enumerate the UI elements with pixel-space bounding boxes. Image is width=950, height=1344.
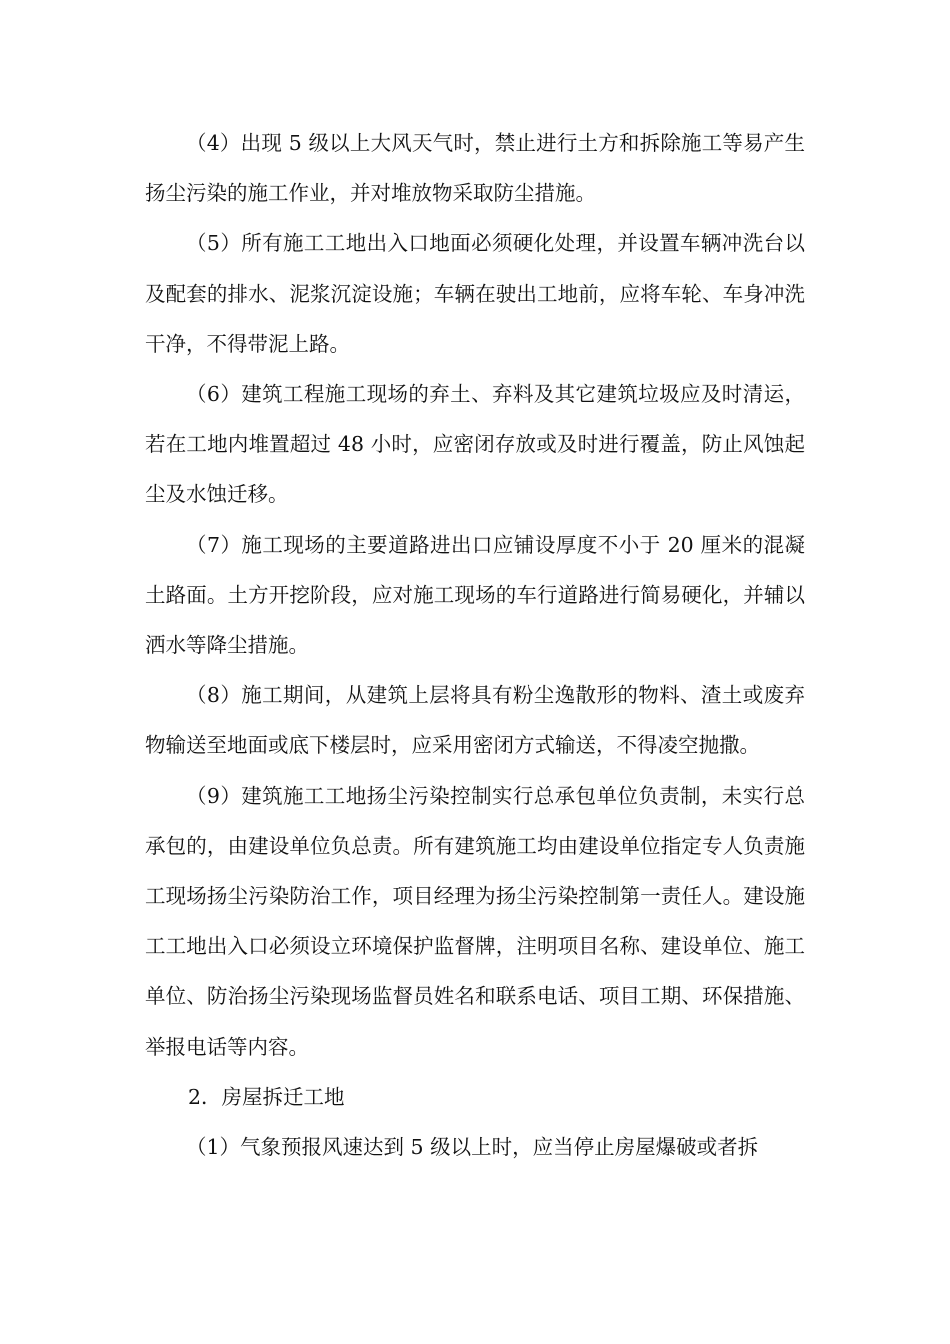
section-heading-demolition-site: 2．房屋拆迁工地: [188, 1084, 345, 1109]
paragraph-item-8: （8）施工期间，从建筑上层将具有粉尘逸散形的物料、渣土或废弃物输送至地面或底下楼层时，应采用密闭方式输送，不得凌空抛撒。: [145, 683, 805, 758]
paragraph-item-4: （4）出现 5 级以上大风天气时，禁止进行土方和拆除施工等易产生扬尘污染的施工作业，并对堆放物采取防尘措施。: [145, 131, 805, 206]
paragraph-item-5: （5）所有施工工地出入口地面必须硬化处理，并设置车辆冲洗台以及配套的排水、泥浆沉淀设施；车辆在驶出工地前，应将车轮、车身冲洗干净，不得带泥上路。: [145, 231, 805, 356]
paragraph-item-7: （7）施工现场的主要道路进出口应铺设厚度不小于 20 厘米的混凝土路面。土方开挖阶段，应对施工现场的车行道路进行简易硬化，并辅以洒水等降尘措施。: [145, 532, 805, 658]
paragraph-item-6: （6）建筑工程施工现场的弃土、弃料及其它建筑垃圾应及时清运，若在工地内堆置超过 48 小时，应密闭存放或及时进行覆盖，防止风蚀起尘及水蚀迁移。: [145, 382, 805, 507]
paragraph-item-9: （9）建筑施工工地扬尘污染控制实行总承包单位负责制，未实行总承包的，由建设单位负总责。所有建筑施工均由建设单位指定专人负责施工现场扬尘污染防治工作，项目经理为扬尘污染控制第一责任人。建设施工工地出入口必须设立环境保护监督牌，注明项目名称、建设单位、施工单位、防治扬尘污染现场监督员姓名和联系电话、项目工期、环保措施、举报电话等内容。: [145, 783, 805, 1059]
paragraph-demolition-item-1: （1）气象预报风速达到 5 级以上时，应当停止房屋爆破或者拆: [186, 1135, 759, 1160]
document-page: [145, 118, 805, 1172]
